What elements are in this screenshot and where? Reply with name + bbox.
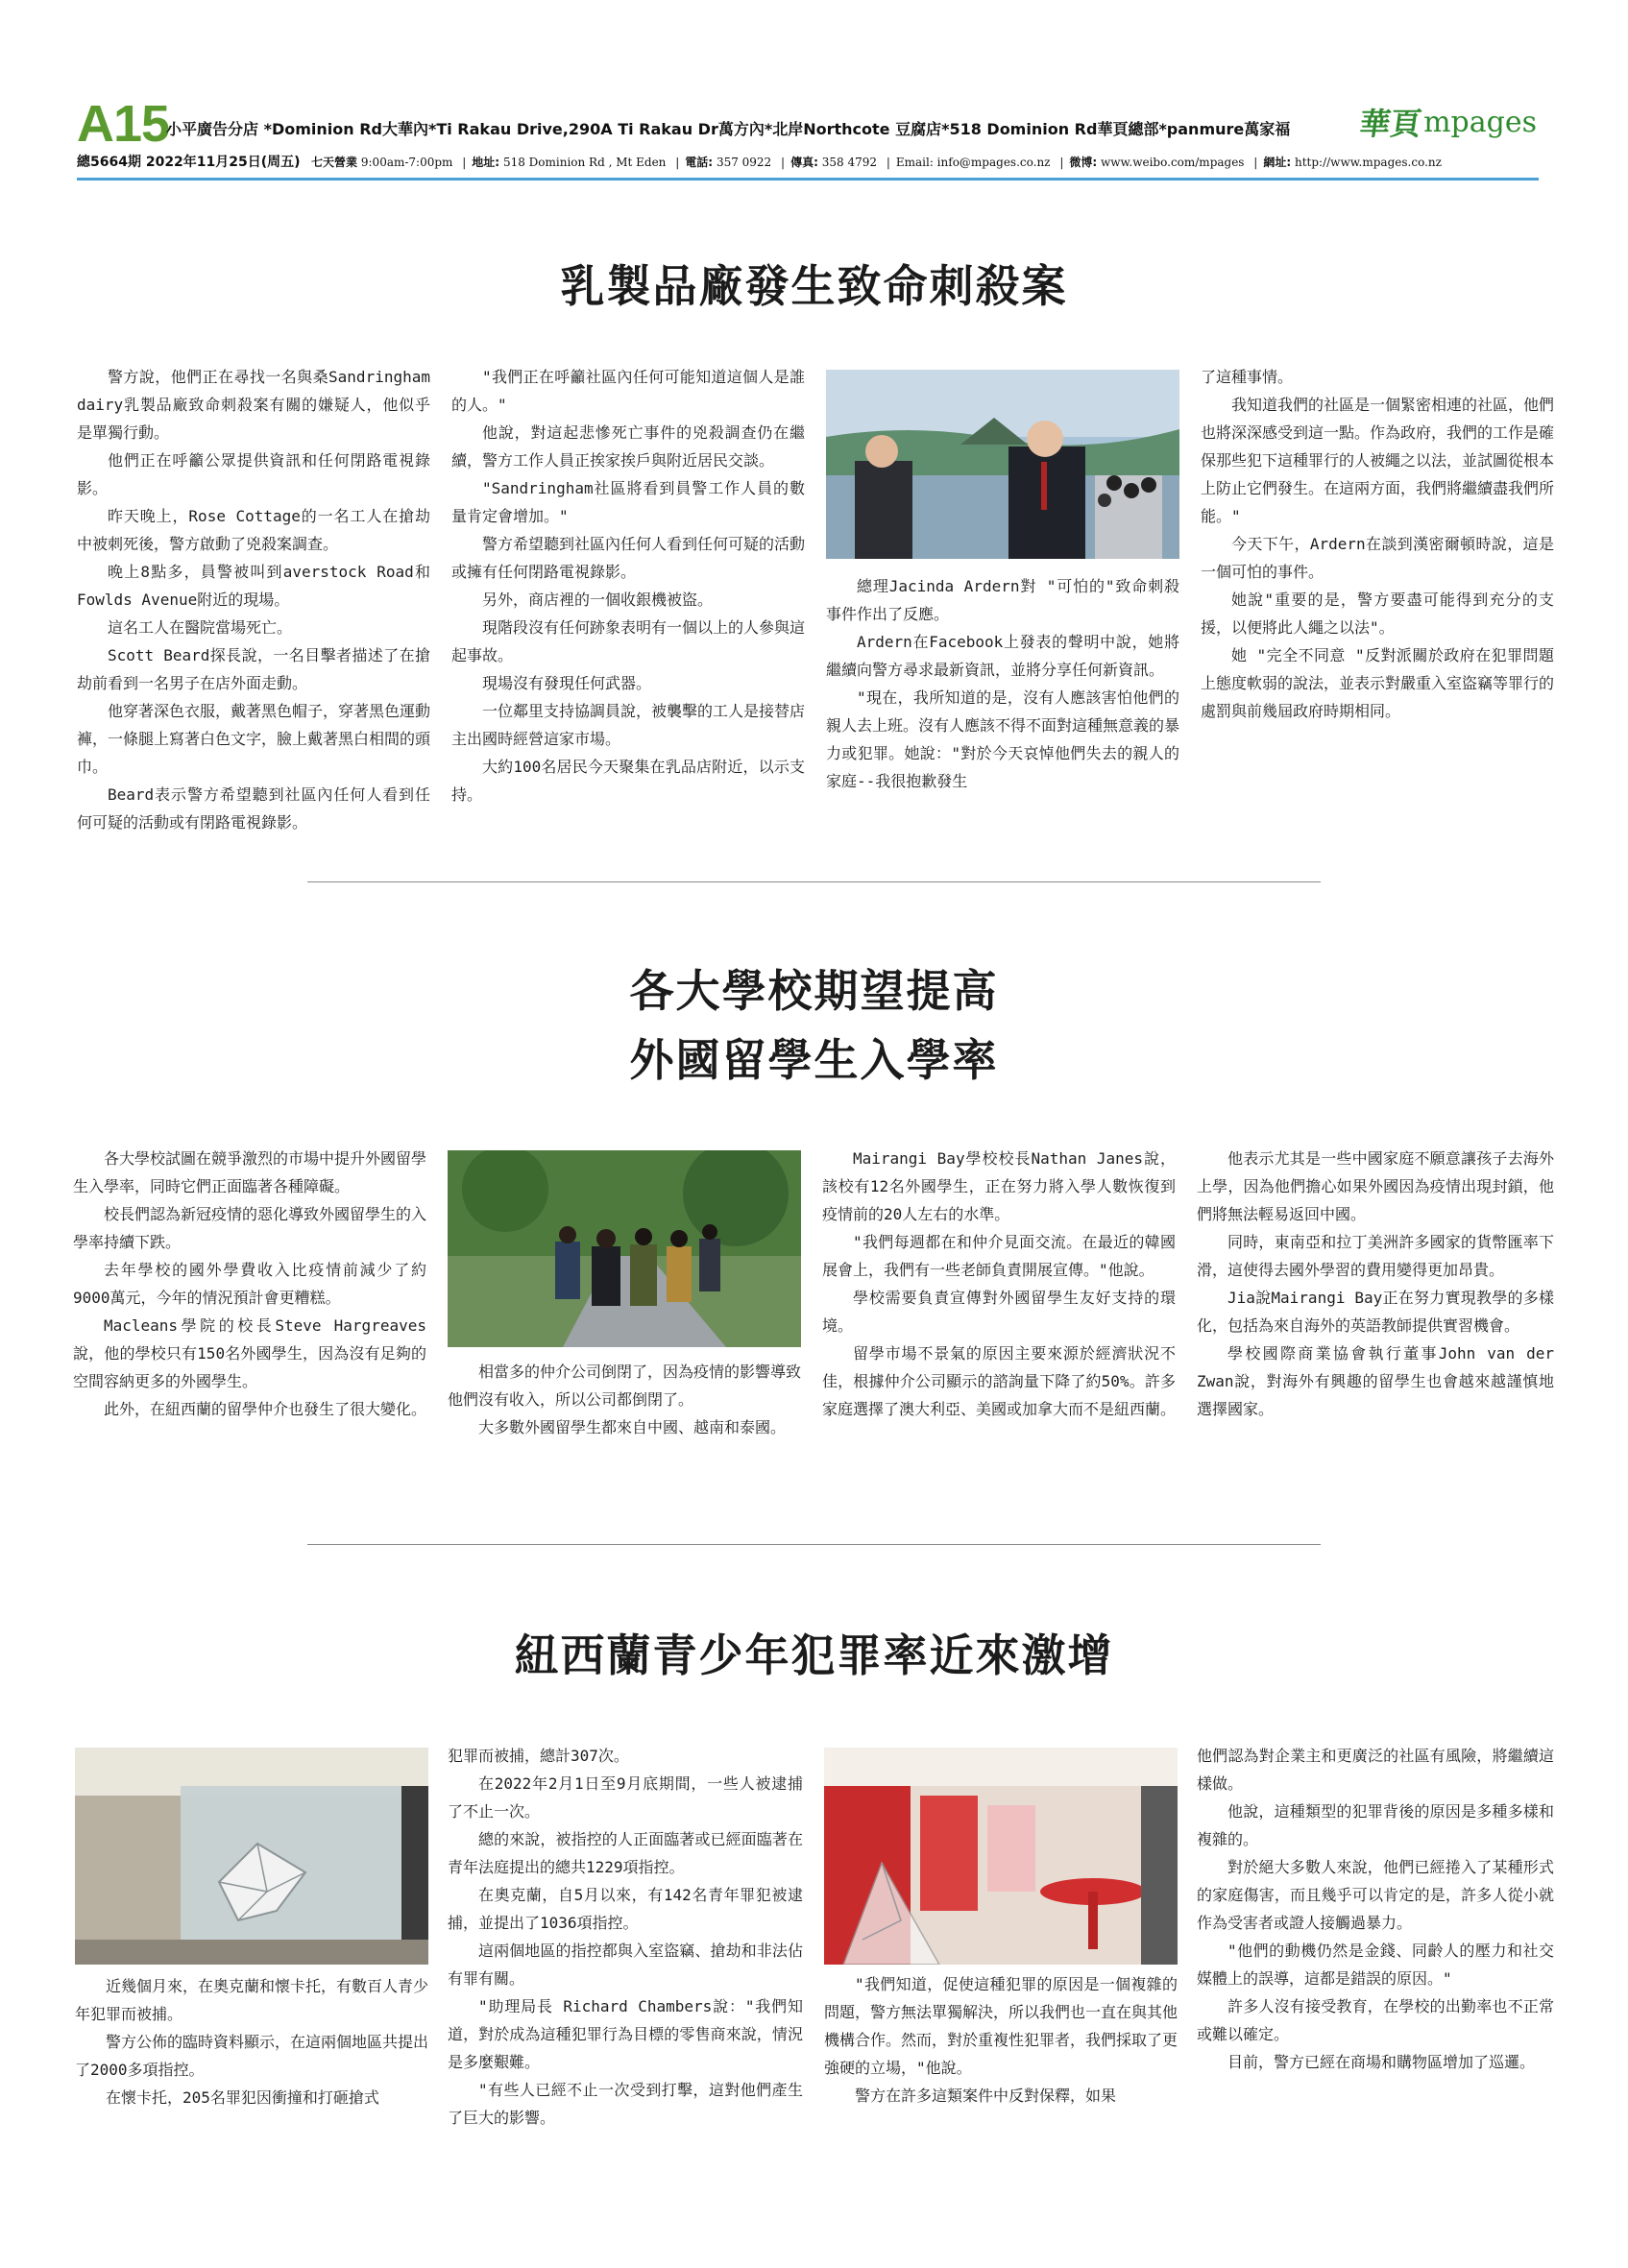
paragraph: 警方說，他們正在尋找一名與桑Sandringham dairy乳製品廠致命刺殺案有關的嫌疑人，他似乎是單獨行動。 (77, 368, 430, 442)
fax: 358 4792 (821, 156, 877, 169)
paragraph: 在奧克蘭，自5月以來，有142名青年罪犯被逮捕，並提出了1036項指控。 (448, 1886, 803, 1932)
address: 518 Dominion Rd , Mt Eden (502, 156, 667, 169)
page-header (77, 94, 1537, 185)
paragraph: 犯罪而被捕，總計307次。 (448, 1747, 629, 1765)
paragraph: 總的來說，被指控的人正面臨著或已經面臨著在青年法庭提出的總共1229項指控。 (448, 1830, 803, 1876)
paragraph: 他們認為對企業主和更廣泛的社區有風險，將繼續這樣做。 (1197, 1747, 1554, 1793)
article-1-column-2 (451, 363, 805, 808)
paragraph: 她說"重要的是，警方要盡可能得到充分的支援，以便將此人繩之以法"。 (1201, 591, 1554, 637)
damaged-store-photo (824, 1748, 1178, 1965)
branch-list: 小平廣告分店 *Dominion Rd大華內*Ti Rakau Drive,290A Ti Rakau Dr萬方內*北岸Northcote 豆腐店*518 Dominion Rd華頁總部*panmure萬家福 (166, 120, 1291, 138)
paragraph: 大約100名居民今天聚集在乳品店附近，以示支持。 (451, 758, 805, 804)
article-3-column-3 (824, 1970, 1178, 2110)
website-link[interactable]: http://www.mpages.co.nz (1294, 156, 1442, 169)
article-1-column-3 (826, 572, 1179, 795)
paragraph: 他說，這種類型的犯罪背後的原因是多種多樣和複雜的。 (1197, 1802, 1554, 1848)
phone-label: 電話: (685, 156, 714, 169)
paragraph: 學校國際商業協會執行董事John van der Zwan說，對海外有興趣的留學生也會越來越謹慎地選擇國家。 (1197, 1344, 1554, 1418)
paragraph: 留學市場不景氣的原因主要來源於經濟狀況不佳，根據仲介公司顯示的諮詢量下降了約50%。許多家庭選擇了澳大利亞、美國或加拿大而不是紐西蘭。 (822, 1344, 1177, 1418)
students-walking-photo (448, 1150, 801, 1347)
paragraph: 今天下午，Ardern在談到漢密爾頓時說，這是一個可怕的事件。 (1201, 535, 1554, 581)
smashed-shop-glass-photo (75, 1748, 428, 1965)
section-divider (307, 1544, 1321, 1545)
paragraph: 晚上8點多，員警被叫到averstock Road和 Fowlds Avenue附近的現場。 (77, 563, 430, 609)
phone: 357 0922 (716, 156, 772, 169)
paragraph: 在2022年2月1日至9月底期間，一些人被逮捕了不止一次。 (448, 1774, 803, 1821)
paragraph: Beard表示警方希望聽到社區內任何人看到任何可疑的活動或有閉路電視錄影。 (77, 785, 430, 832)
section-divider (307, 881, 1321, 882)
article-2-column-3 (822, 1145, 1176, 1423)
paragraph: 總理Jacinda Ardern對 "可怕的"致命刺殺事件作出了反應。 (826, 577, 1179, 623)
paragraph: 警方希望聽到社區內任何人看到任何可疑的活動或擁有任何閉路電視錄影。 (451, 535, 806, 581)
logo-english-text: mpages (1423, 105, 1537, 139)
article-3-column-1 (75, 1972, 428, 2111)
article-2-column-4 (1197, 1145, 1554, 1423)
paragraph: "助理局長 Richard Chambers說："我們知道，對於成為這種犯罪行為目標的零售商來說，情況是多麼艱難。 (448, 1997, 803, 2071)
paragraph: 他穿著深色衣服，戴著黑色帽子，穿著黑色運動褲，一條腿上寫著白色文字，臉上戴著黑白相間的頭巾。 (77, 702, 431, 776)
paragraph: 去年學校的國外學費收入比疫情前減少了約9000萬元，今年的情況預計會更糟糕。 (73, 1261, 426, 1307)
contact-info-line: 總5664期 2022年11月25日(周五) 七天營業 9:00am-7:00pm | 地址: 518 Dominion Rd , Mt Eden | 電話: 357 0922 | 傳真: 358 4792 | Email: info@mpages.co.nz | 微博: www.weibo.com/mpages | 網址: http://www.mpages.co.nz (77, 155, 1442, 170)
page-number: A15 (77, 95, 170, 153)
paragraph: 校長們認為新冠疫情的惡化導致外國留學生的入學率持續下跌。 (73, 1205, 427, 1251)
paragraph: 目前，警方已經在商場和購物區增加了巡邏。 (1227, 2053, 1536, 2071)
paragraph: 現場沒有發現任何武器。 (482, 674, 652, 692)
mpages-logo[interactable] (1357, 100, 1537, 148)
article-2-column-1 (73, 1145, 426, 1423)
issue-date: 總5664期 2022年11月25日(周五) (77, 155, 301, 170)
paragraph: 他們正在呼籲公眾提供資訊和任何閉路電視錄影。 (77, 451, 430, 497)
paragraph: 這兩個地區的指控都與入室盜竊、搶劫和非法佔有罪有關。 (448, 1942, 803, 1988)
paragraph: 學校需要負責宣傳對外國留學生友好支持的環境。 (822, 1289, 1176, 1335)
weibo-link[interactable]: www.weibo.com/mpages (1101, 156, 1245, 169)
paragraph: Mairangi Bay學校校長Nathan Janes說，該校有12名外國學生，正在努力將入學人數恢復到疫情前的20人左右的水準。 (822, 1149, 1176, 1223)
website-label: 網址: (1263, 156, 1292, 169)
press-conference-photo (826, 370, 1179, 559)
paragraph: 警方在許多這類案件中反對保釋，如果 (855, 2087, 1117, 2105)
paragraph: 相當多的仲介公司倒閉了，因為疫情的影響導致他們沒有收入，所以公司都倒閉了。 (448, 1363, 802, 1409)
paragraph: "他們的動機仍然是金錢、同齡人的壓力和社交媒體上的誤導，這都是錯誤的原因。" (1197, 1942, 1554, 1988)
paragraph: 此外，在紐西蘭的留學仲介也發生了很大變化。 (104, 1400, 427, 1418)
paragraph: 對於絕大多數人來說，他們已經捲入了某種形式的家庭傷害，而且幾乎可以肯定的是，許多人從小就作為受害者或證人接觸過暴力。 (1197, 1858, 1554, 1932)
paragraph: 在懷卡托，205名罪犯因衝撞和打砸搶式 (106, 2088, 379, 2107)
paragraph: Macleans學院的校長Steve Hargreaves說，他的學校只有150名外國學生，因為沒有足夠的空間容納更多的外國學生。 (73, 1316, 426, 1390)
paragraph: "我們知道，促使這種犯罪的原因是一個複雜的問題，警方無法單獨解決，所以我們也一直在與其他機構合作。然而，對於重複性犯罪者，我們採取了更強硬的立場，"他說。 (824, 1975, 1178, 2077)
paragraph: 他說，對這起悲慘死亡事件的兇殺調查仍在繼續，警方工作人員正挨家挨戶與附近居民交談。 (451, 423, 805, 470)
logo-chinese-text: 華頁 (1357, 106, 1424, 142)
article-2-column-2 (448, 1358, 801, 1441)
hours-label: 七天營業 (311, 156, 358, 169)
paragraph: 各大學校試圖在競爭激烈的市場中提升外國留學生入學率，同時它們正面臨著各種障礙。 (73, 1149, 427, 1195)
paragraph: "我們正在呼籲社區內任何可能知道這個人是誰的人。" (451, 368, 805, 414)
paragraph: 她 "完全不同意 "反對派關於政府在犯罪問題上態度軟弱的說法，並表示對嚴重入室盜竊等罪行的處罰與前幾屆政府時期相同。 (1201, 646, 1555, 720)
article-1-column-4 (1201, 363, 1554, 725)
paragraph: 他表示尤其是一些中國家庭不願意讓孩子去海外上學，因為他們擔心如果外國因為疫情出現封鎖，他們將無法輕易返回中國。 (1197, 1149, 1554, 1223)
paragraph: 許多人沒有接受教育，在學校的出勤率也不正常或難以確定。 (1197, 1997, 1554, 2043)
fax-label: 傳真: (790, 156, 818, 169)
paragraph: Ardern在Facebook上發表的聲明中說，她將繼續向警方尋求最新資訊，並將分享任何新資訊。 (826, 633, 1179, 679)
paragraph: 這名工人在醫院當場死亡。 (108, 618, 293, 637)
address-label: 地址: (472, 156, 500, 169)
paragraph: "現在，我所知道的是，沒有人應該害怕他們的親人去上班。沒有人應該不得不面對這種無意義的暴力或犯罪。她說："對於今天哀悼他們失去的親人的家庭--我很抱歉發生 (826, 688, 1180, 790)
paragraph: 了這種事情。 (1201, 368, 1294, 386)
paragraph: 警方公佈的臨時資料顯示，在這兩個地區共提出了2000多項指控。 (75, 2033, 429, 2079)
article-3-column-4 (1197, 1742, 1554, 2076)
paragraph: 一位鄰里支持協調員說，被襲擊的工人是接替店主出國時經營這家市場。 (451, 702, 806, 748)
article-1-column-1 (77, 363, 430, 836)
article-3-column-2 (448, 1742, 803, 2132)
paragraph: 同時，東南亞和拉丁美洲許多國家的貨幣匯率下滑，這使得去國外學習的費用變得更加昂貴。 (1197, 1233, 1554, 1279)
email-link[interactable]: Email: info@mpages.co.nz (895, 156, 1051, 169)
paragraph: "我們每週都在和仲介見面交流。在最近的韓國展會上，我們有一些老師負責開展宣傳。"他說。 (822, 1233, 1176, 1279)
paragraph: "有些人已經不止一次受到打擊，這對他們產生了巨大的影響。 (448, 2081, 803, 2127)
paragraph: 另外，商店裡的一個收銀機被盜。 (482, 591, 714, 609)
paragraph: 近幾個月來，在奧克蘭和懷卡托，有數百人青少年犯罪而被捕。 (75, 1977, 429, 2023)
business-hours: 9:00am-7:00pm (360, 156, 453, 169)
article-1-headline: 乳製品廠發生致命刺殺案 (560, 260, 1068, 312)
paragraph: 我知道我們的社區是一個緊密相連的社區，他們也將深深感受到這一點。作為政府，我們的工作是確保那些犯下這種罪行的人被繩之以法，並試圖從根本上防止它們發生。在這兩方面，我們將繼續盡我們所能。" (1201, 396, 1555, 525)
weibo-label: 微博: (1069, 156, 1098, 169)
article-2-headline-line-2: 外國留學生入學率 (629, 1034, 999, 1086)
paragraph: "Sandringham社區將看到員警工作人員的數量肯定會增加。" (451, 479, 805, 525)
paragraph: Scott Beard探長說，一名目擊者描述了在搶劫前看到一名男子在店外面走動。 (77, 646, 430, 692)
article-3-headline: 紐西蘭青少年犯罪率近來激增 (514, 1629, 1114, 1681)
paragraph: 昨天晚上，Rose Cottage的一名工人在搶劫中被刺死後，警方啟動了兇殺案調查。 (77, 507, 430, 553)
paragraph: 現階段沒有任何跡象表明有一個以上的人參與這起事故。 (451, 618, 806, 664)
paragraph: 大多數外國留學生都來自中國、越南和泰國。 (478, 1418, 787, 1436)
paragraph: Jia說Mairangi Bay正在努力實現教學的多樣化，包括為來自海外的英語教師提供實習機會。 (1197, 1289, 1554, 1335)
article-2-headline-line-1: 各大學校期望提高 (629, 965, 999, 1017)
header-rule (77, 178, 1539, 181)
